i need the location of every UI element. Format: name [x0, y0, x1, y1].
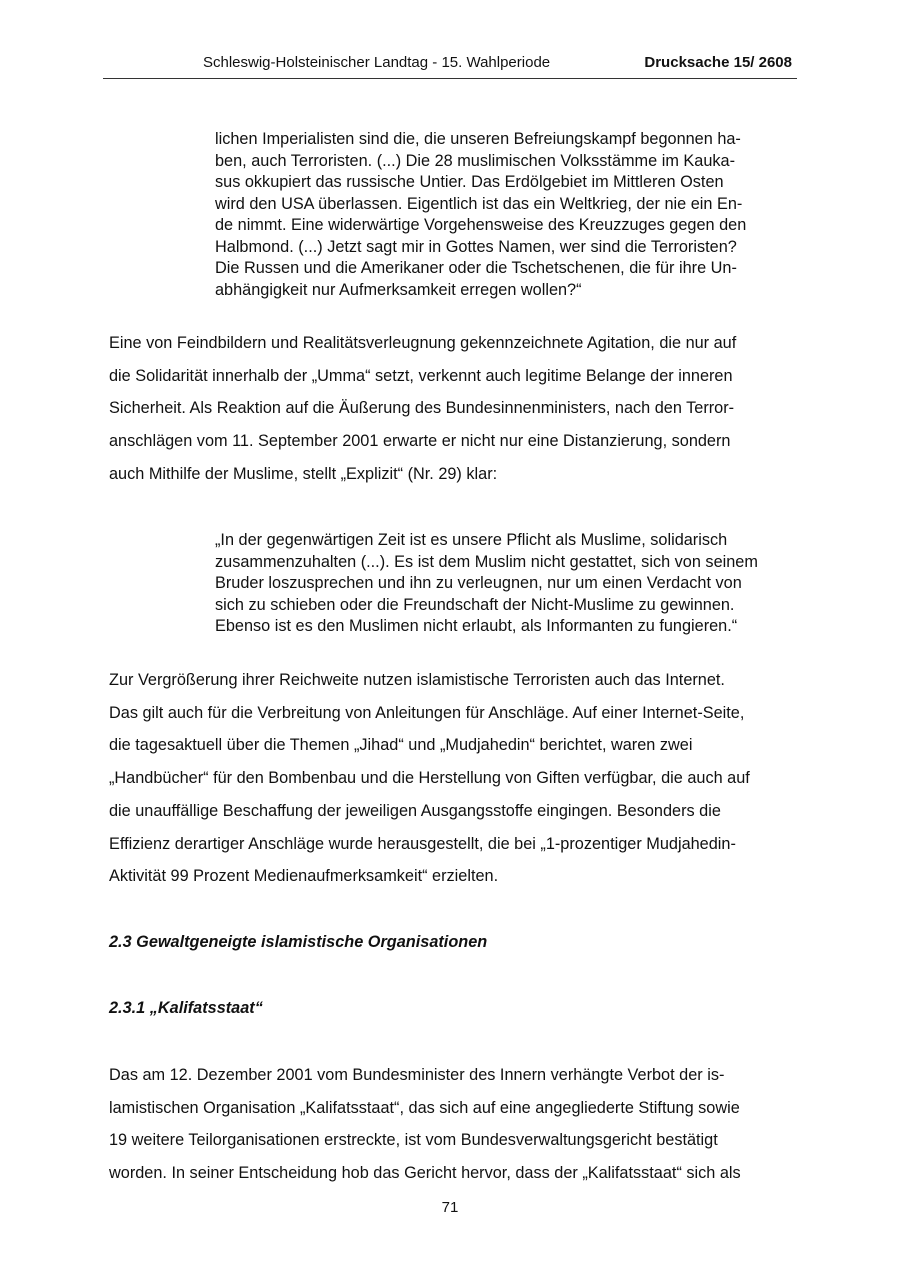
quote-line: sich zu schieben oder die Freundschaft der Nicht-Muslime zu gewinnen. [215, 595, 735, 614]
section-heading-2-3-1: 2.3.1 „Kalifatsstaat“ [109, 999, 263, 1017]
section-heading-2-3: 2.3 Gewaltgeneigte islamistische Organisationen [109, 933, 488, 951]
quote-line: abhängigkeit nur Aufmerksamkeit erregen wollen?“ [215, 280, 582, 299]
paragraph-3 [109, 1059, 799, 1190]
quote-line: „In der gegenwärtigen Zeit ist es unsere Pflicht als Muslime, solidarisch [215, 531, 728, 549]
paragraph-line: worden. In seiner Entscheidung hob das Gericht hervor, dass der „Kalifatsstaat“ sich als [109, 1164, 741, 1183]
paragraph-line: die unauffällige Beschaffung der jeweiligen Ausgangsstoffe eingingen. Besonders die [109, 801, 721, 820]
quote-line: ben, auch Terroristen. (...) Die 28 muslimischen Volksstämme im Kauka- [215, 151, 735, 170]
paragraph-line: auch Mithilfe der Muslime, stellt „Explizit“ (Nr. 29) klar: [109, 464, 498, 483]
paragraph-line: die tagesaktuell über die Themen „Jihad“ und „Mudjahedin“ berichtet, waren zwei [109, 736, 693, 755]
paragraph-1 [109, 327, 799, 491]
quote-line: Ebenso ist es den Muslimen nicht erlaubt, als Informanten zu fungieren.“ [215, 617, 738, 635]
paragraph-line: Das gilt auch für die Verbreitung von Anleitungen für Anschläge. Auf einer Internet-Seite, [109, 703, 745, 722]
paragraph-line: lamistischen Organisation „Kalifatsstaat“, das sich auf eine angegliederte Stiftung sowie [109, 1098, 740, 1117]
paragraph-line: die Solidarität innerhalb der „Umma“ setzt, verkennt auch legitime Belange der inneren [109, 366, 733, 385]
paragraph-line: anschlägen vom 11. September 2001 erwarte er nicht nur eine Distanzierung, sondern [109, 432, 731, 451]
paragraph-line: Zur Vergrößerung ihrer Reichweite nutzen islamistische Terroristen auch das Internet. [109, 671, 725, 689]
quote-line: lichen Imperialisten sind die, die unseren Befreiungskampf begonnen ha- [215, 130, 741, 148]
paragraph-line: Das am 12. Dezember 2001 vom Bundesminister des Innern verhängte Verbot der is- [109, 1066, 725, 1084]
quote-line: sus okkupiert das russische Untier. Das Erdölgebiet im Mittleren Osten [215, 173, 724, 191]
quote-line: wird den USA überlassen. Eigentlich ist das ein Weltkrieg, der nie ein En- [215, 194, 743, 213]
paragraph-line: Sicherheit. Als Reaktion auf die Äußerung des Bundesinnenministers, nach den Terror- [109, 399, 735, 418]
paragraph-line: Eine von Feindbildern und Realitätsverleugnung gekennzeichnete Agitation, die nur auf [109, 334, 737, 352]
quote-line: de nimmt. Eine widerwärtige Vorgehensweise des Kreuzzuges gegen den [215, 216, 747, 234]
block-quote-1 [215, 129, 800, 301]
paragraph-line: „Handbücher“ für den Bombenbau und die Herstellung von Giften verfügbar, die auch auf [109, 769, 750, 788]
paragraph-line: 19 weitere Teilorganisationen erstreckte, ist vom Bundesverwaltungsgericht bestätigt [109, 1131, 718, 1150]
quote-line: zusammenzuhalten (...). Es ist dem Muslim nicht gestattet, sich von seinem [215, 552, 758, 571]
header-document-number: Drucksache 15/ 2608 [644, 54, 792, 71]
quote-line: Die Russen und die Amerikaner oder die Tschetschenen, die für ihre Un- [215, 259, 737, 277]
block-quote-2 [215, 530, 800, 638]
paragraph-2 [109, 664, 799, 893]
page-header [103, 52, 797, 79]
page-number: 71 [441, 1199, 459, 1216]
paragraph-line: Aktivität 99 Prozent Medienaufmerksamkeit“ erzielten. [109, 867, 499, 886]
quote-line: Halbmond. (...) Jetzt sagt mir in Gottes Namen, wer sind die Terroristen? [215, 237, 737, 256]
header-parliament-title: Schleswig-Holsteinischer Landtag - 15. Wahlperiode [203, 54, 551, 71]
quote-line: Bruder loszusprechen und ihn zu verleugnen, nur um einen Verdacht von [215, 574, 742, 592]
paragraph-line: Effizienz derartiger Anschläge wurde herausgestellt, die bei „1-prozentiger Mudjahedin- [109, 834, 736, 853]
